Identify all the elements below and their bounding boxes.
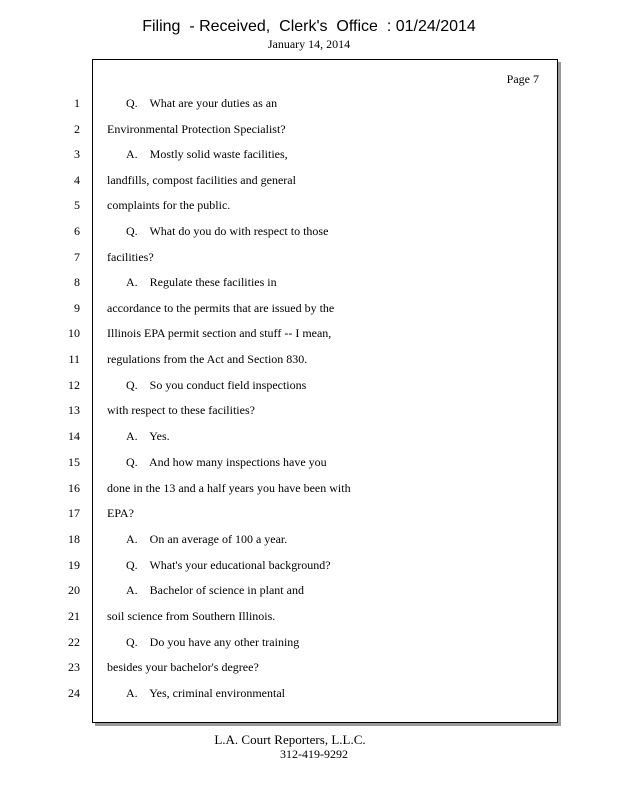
transcript-line: EPA?: [107, 506, 134, 520]
transcript-line: landfills, compost facilities and general: [107, 173, 296, 187]
transcript-line: Q. What are your duties as an: [126, 96, 278, 110]
transcript-line: soil science from Southern Illinois.: [107, 609, 276, 623]
transcript-line: facilities?: [107, 250, 154, 264]
transcript-line: Q. What's your educational background?: [126, 558, 331, 572]
line-number: 11: [68, 352, 80, 366]
line-number: 21: [68, 609, 80, 623]
transcript-line: Q. So you conduct field inspections: [126, 378, 307, 392]
line-number: 2: [74, 122, 80, 136]
transcript-line: Environmental Protection Specialist?: [107, 122, 286, 136]
line-number: 18: [68, 532, 80, 546]
transcript-line: A. Mostly solid waste facilities,: [126, 147, 288, 161]
line-number: 4: [74, 173, 80, 187]
transcript-line: Illinois EPA permit section and stuff -- I mean,: [107, 326, 332, 340]
transcript-line: with respect to these facilities?: [107, 403, 255, 417]
transcript-line: A. Yes, criminal environmental: [126, 686, 285, 700]
line-number: 8: [74, 275, 80, 289]
transcript-date: January 14, 2014: [267, 37, 351, 51]
line-number: 3: [74, 147, 80, 161]
line-number: 1: [74, 96, 80, 110]
line-number: 24: [68, 686, 80, 700]
line-number: 17: [68, 506, 80, 520]
line-number: 6: [74, 224, 80, 238]
line-number: 14: [68, 429, 80, 443]
transcript-line: besides your bachelor's degree?: [107, 660, 259, 674]
line-number: 20: [68, 583, 80, 597]
transcript-line: accordance to the permits that are issued by the: [107, 301, 335, 315]
transcript-line: Q. What do you do with respect to those: [126, 224, 329, 238]
transcript-line: done in the 13 and a half years you have been with: [107, 481, 351, 495]
transcript-line: A. Yes.: [126, 429, 170, 443]
page-number: Page 7: [506, 72, 539, 86]
transcript-line: A. Regulate these facilities in: [126, 275, 277, 289]
transcript-line: A. Bachelor of science in plant and: [126, 583, 304, 597]
transcript-line: A. On an average of 100 a year.: [126, 532, 288, 546]
reporter-company: L.A. Court Reporters, L.L.C.: [214, 732, 366, 747]
line-number: 12: [68, 378, 80, 392]
transcript-line: Q. And how many inspections have you: [126, 455, 327, 469]
transcript-line: complaints for the public.: [107, 198, 231, 212]
line-number: 13: [68, 403, 80, 417]
line-number: 10: [68, 326, 80, 340]
line-number: 22: [68, 635, 80, 649]
line-number: 19: [68, 558, 80, 572]
line-number: 9: [74, 301, 80, 315]
line-number: 5: [74, 198, 80, 212]
line-number: 7: [74, 250, 80, 264]
line-number: 16: [68, 481, 80, 495]
filing-stamp: Filing - Received, Clerk's Office : 01/24/2014: [142, 18, 476, 35]
reporter-phone: 312-419-9292: [280, 747, 348, 761]
transcript-line: regulations from the Act and Section 830.: [107, 352, 308, 366]
line-number: 23: [68, 660, 80, 674]
line-number: 15: [68, 455, 80, 469]
transcript-line: Q. Do you have any other training: [126, 635, 300, 649]
